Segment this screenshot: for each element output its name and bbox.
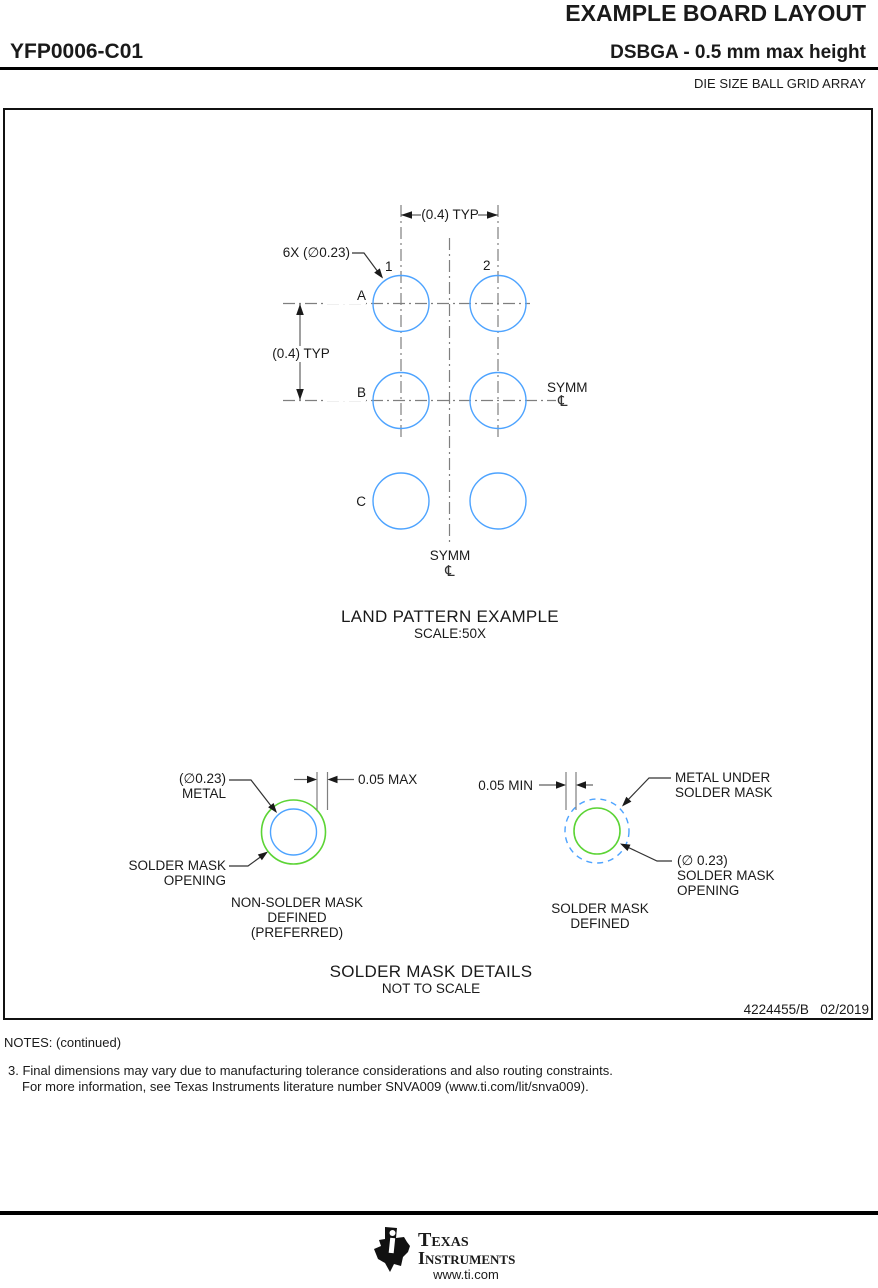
- nsmd-extension-lines: [317, 772, 328, 810]
- note-3-line1: 3. Final dimensions may vary due to manufacturing tolerance considerations and also routing constraints.: [8, 1063, 613, 1078]
- note-3-line2: For more information, see Texas Instruments literature number SNVA009 (www.ti.com/lit/snva009).: [22, 1079, 589, 1094]
- nsmd-metal-circle: [271, 809, 317, 855]
- nsmd-opening-label-line1: SOLDER MASK: [128, 858, 226, 873]
- smd-opening-leader: [620, 844, 672, 862]
- smd-metal-label-line2: SOLDER MASK: [675, 785, 773, 800]
- nsmd-caption-line2: DEFINED: [267, 910, 327, 925]
- pad-C1: [373, 473, 429, 529]
- page-title: EXAMPLE BOARD LAYOUT: [565, 0, 866, 26]
- nsmd-metal-callout-line1: (∅0.23): [178, 771, 226, 786]
- pad-callout-leader: [352, 253, 383, 279]
- brand-texas: Texas: [418, 1229, 469, 1251]
- smd-extension-lines: [566, 772, 576, 810]
- website-link[interactable]: www.ti.com: [433, 1267, 499, 1282]
- nsmd-opening-label-line2: OPENING: [163, 873, 226, 888]
- pad-C2: [470, 473, 526, 529]
- part-number: YFP0006-C01: [10, 40, 144, 63]
- revision-stamp: 4224455/B 02/2019: [743, 1002, 869, 1017]
- nsmd-detail-drawing: [229, 772, 354, 866]
- smd-opening-label-line1: (∅ 0.23): [677, 853, 728, 868]
- nsmd-metal-leader: [229, 780, 277, 813]
- nsmd-gap-dim-arrows: [307, 776, 338, 784]
- smd-gap-dim-arrows: [556, 781, 586, 789]
- footer-divider: [0, 1211, 878, 1215]
- symm-label-bottom: SYMM: [429, 548, 471, 563]
- smd-metal-label-line1: METAL UNDER: [675, 770, 771, 785]
- smd-solder-mask-opening-circle: [574, 808, 620, 854]
- nsmd-caption-line3: (PREFERRED): [250, 925, 344, 940]
- smd-caption-line1: SOLDER MASK: [551, 901, 649, 916]
- row-label-A: A: [326, 288, 366, 304]
- row-label-C: C: [356, 494, 366, 509]
- smd-gap-dim-label: 0.05 MIN: [478, 778, 533, 793]
- package-subtitle: DIE SIZE BALL GRID ARRAY: [694, 76, 866, 91]
- column-label-1: 1: [385, 259, 393, 274]
- smd-opening-label-line2: SOLDER MASK: [677, 868, 775, 883]
- pad-callout: 6X (∅0.23): [282, 245, 350, 260]
- column-label-2: 2: [483, 258, 491, 273]
- row-label-B: B: [326, 385, 366, 401]
- smd-opening-label-line3: OPENING: [677, 883, 740, 898]
- pitch-y-dim-label: (0.4) TYP: [267, 346, 335, 362]
- smd-detail-drawing: [539, 772, 672, 863]
- nsmd-metal-callout-line2: METAL: [181, 786, 226, 801]
- nsmd-caption-line1: NON-SOLDER MASK: [230, 895, 364, 910]
- land-pattern-scale: SCALE:50X: [413, 626, 487, 641]
- centerline-symbol-right: ℄: [558, 392, 568, 410]
- package-title: DSBGA - 0.5 mm max height: [610, 42, 866, 63]
- solder-mask-details-subtitle: NOT TO SCALE: [381, 981, 481, 996]
- nsmd-gap-dim-label: 0.05 MAX: [358, 772, 418, 787]
- nsmd-opening-leader: [229, 852, 268, 867]
- smd-metal-leader: [622, 778, 671, 807]
- ti-logo: [374, 1227, 410, 1272]
- ti-logo-i-dot: [390, 1230, 396, 1236]
- land-pattern-title: LAND PATTERN EXAMPLE: [341, 607, 559, 626]
- pitch-x-dim-label: (0.4) TYP: [421, 207, 479, 222]
- smd-caption-line2: DEFINED: [570, 916, 630, 931]
- solder-mask-details-title: SOLDER MASK DETAILS: [329, 962, 533, 981]
- symm-label-right: SYMM: [547, 380, 588, 395]
- notes-heading: NOTES: (continued): [4, 1035, 122, 1050]
- centerline-symbol-bottom: ℄: [445, 562, 455, 580]
- brand-instruments: Instruments: [418, 1248, 516, 1268]
